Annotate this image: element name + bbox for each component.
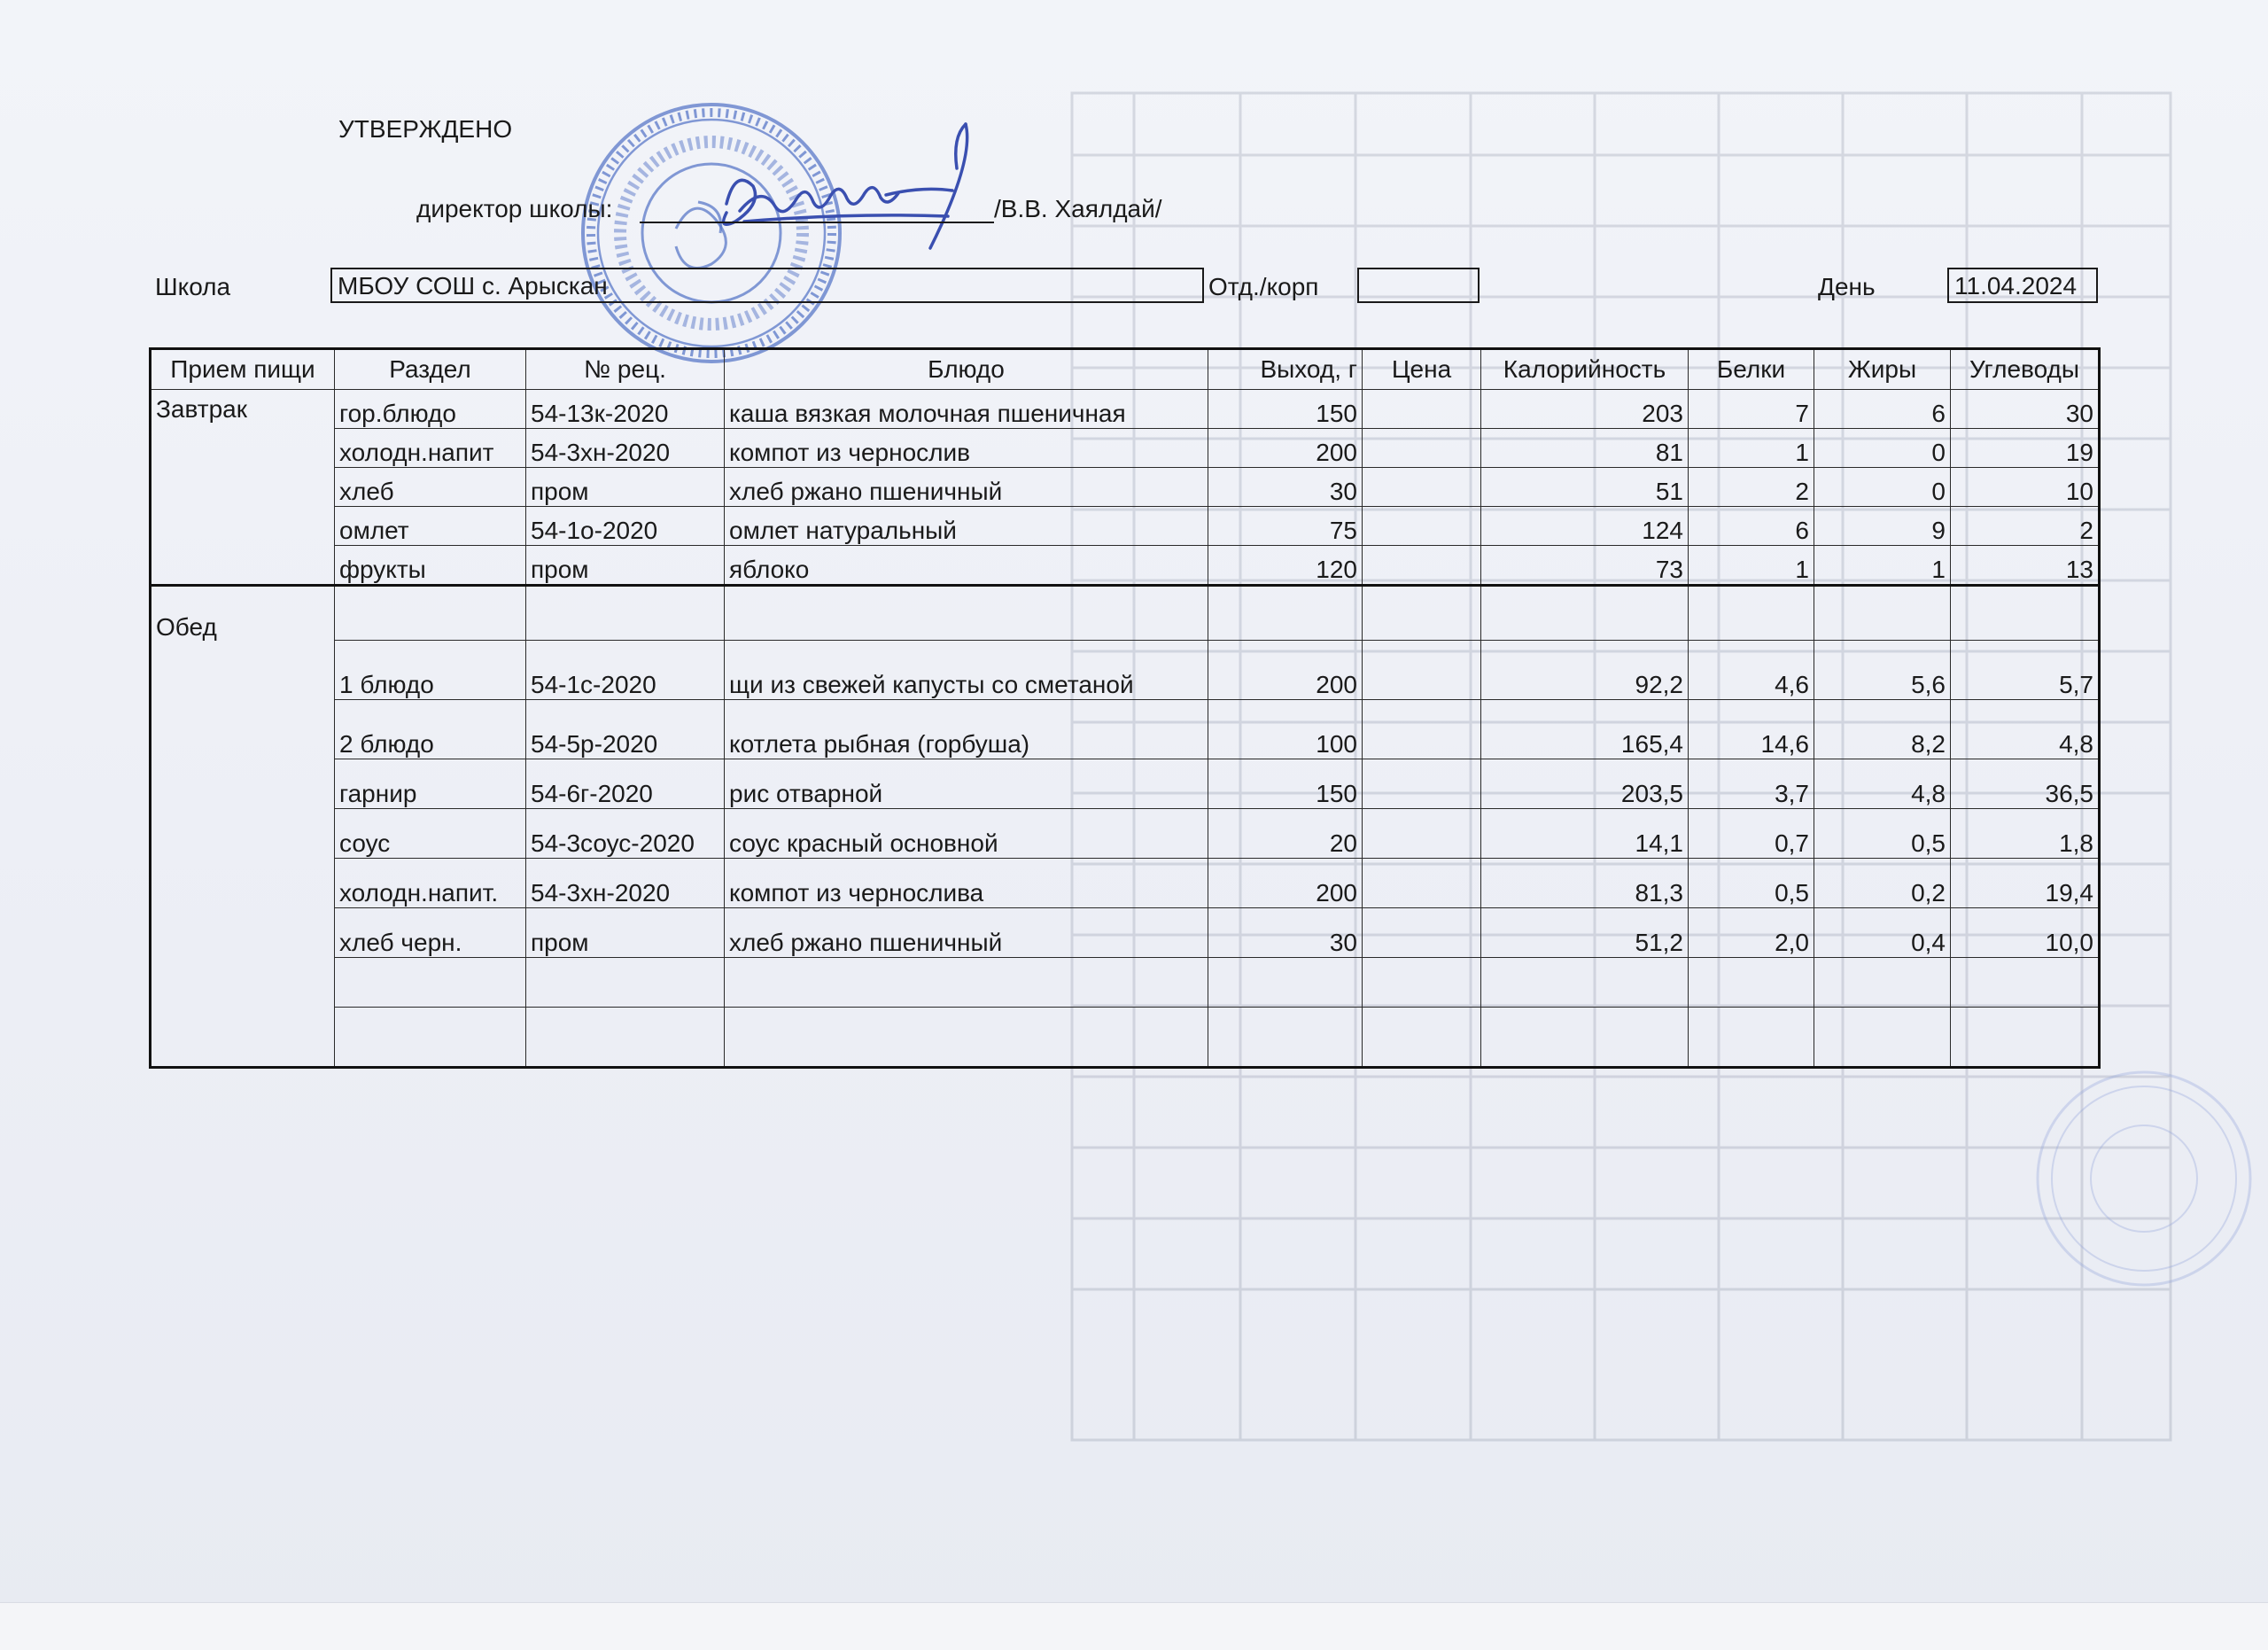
school-label: Школа (155, 273, 231, 300)
column-header: № рец. (526, 349, 725, 390)
meal-cell-breakfast: Завтрак (151, 390, 335, 586)
recipe-cell: 54-1с-2020 (526, 641, 725, 700)
price-cell (1363, 507, 1481, 546)
table-header-row (151, 349, 2100, 390)
yield-cell: 30 (1208, 468, 1363, 507)
dish-cell: хлеб ржано пшеничный (725, 908, 1208, 958)
signature-line (640, 222, 994, 223)
calories-cell: 81,3 (1481, 859, 1689, 908)
table-row (151, 546, 2100, 586)
fat-cell (1814, 1008, 1951, 1068)
yield-cell (1208, 586, 1363, 641)
carbs-cell (1951, 586, 2100, 641)
calories-cell: 203,5 (1481, 759, 1689, 809)
carbs-cell: 10,0 (1951, 908, 2100, 958)
table-row (151, 507, 2100, 546)
school-field: МБОУ СОШ с. Арыскан (330, 268, 1204, 303)
table-row (151, 390, 2100, 429)
section-cell: гарнир (335, 759, 526, 809)
yield-cell: 150 (1208, 390, 1363, 429)
protein-cell: 4,6 (1689, 641, 1814, 700)
section-cell: холодн.напит (335, 429, 526, 468)
dish-cell: каша вязкая молочная пшеничная (725, 390, 1208, 429)
carbs-cell: 36,5 (1951, 759, 2100, 809)
day-field: 11.04.2024 (1947, 268, 2098, 303)
fat-cell: 5,6 (1814, 641, 1951, 700)
table-row (151, 429, 2100, 468)
protein-cell (1689, 586, 1814, 641)
calories-cell: 51 (1481, 468, 1689, 507)
recipe-cell: пром (526, 546, 725, 586)
price-cell (1363, 429, 1481, 468)
protein-cell: 7 (1689, 390, 1814, 429)
scan-bottom-edge (0, 1602, 2268, 1650)
yield-cell: 150 (1208, 759, 1363, 809)
section-cell: хлеб (335, 468, 526, 507)
calories-cell (1481, 1008, 1689, 1068)
dish-cell: компот из чернослива (725, 859, 1208, 908)
protein-cell: 0,7 (1689, 809, 1814, 859)
yield-cell: 200 (1208, 859, 1363, 908)
menu-table (149, 347, 2101, 1069)
column-header: Цена (1363, 349, 1481, 390)
dish-cell: щи из свежей капусты со сметаной (725, 641, 1208, 700)
fat-cell: 0,5 (1814, 809, 1951, 859)
fat-cell: 6 (1814, 390, 1951, 429)
section-cell: 1 блюдо (335, 641, 526, 700)
price-cell (1363, 1008, 1481, 1068)
protein-cell: 2 (1689, 468, 1814, 507)
fat-cell: 0 (1814, 429, 1951, 468)
price-cell (1363, 700, 1481, 759)
dish-cell (725, 586, 1208, 641)
calories-cell (1481, 586, 1689, 641)
yield-cell: 120 (1208, 546, 1363, 586)
price-cell (1363, 390, 1481, 429)
calories-cell: 51,2 (1481, 908, 1689, 958)
protein-cell: 14,6 (1689, 700, 1814, 759)
calories-cell: 73 (1481, 546, 1689, 586)
dish-cell: котлета рыбная (горбуша) (725, 700, 1208, 759)
table-row (151, 641, 2100, 700)
fat-cell: 4,8 (1814, 759, 1951, 809)
recipe-cell: 54-3соус-2020 (526, 809, 725, 859)
calories-cell: 92,2 (1481, 641, 1689, 700)
column-header: Жиры (1814, 349, 1951, 390)
price-cell (1363, 859, 1481, 908)
table-row (151, 958, 2100, 1008)
fat-cell (1814, 586, 1951, 641)
carbs-cell: 1,8 (1951, 809, 2100, 859)
recipe-cell: 54-13к-2020 (526, 390, 725, 429)
protein-cell (1689, 958, 1814, 1008)
table-row (151, 809, 2100, 859)
yield-cell: 200 (1208, 429, 1363, 468)
dish-cell: омлет натуральный (725, 507, 1208, 546)
table-row (151, 700, 2100, 759)
recipe-cell: 54-5р-2020 (526, 700, 725, 759)
section-cell: хлеб черн. (335, 908, 526, 958)
yield-cell: 100 (1208, 700, 1363, 759)
recipe-cell (526, 958, 725, 1008)
dish-cell: соус красный основной (725, 809, 1208, 859)
protein-cell: 2,0 (1689, 908, 1814, 958)
calories-cell: 81 (1481, 429, 1689, 468)
calories-cell: 124 (1481, 507, 1689, 546)
fat-cell: 0 (1814, 468, 1951, 507)
dish-cell: яблоко (725, 546, 1208, 586)
section-cell: фрукты (335, 546, 526, 586)
carbs-cell (1951, 958, 2100, 1008)
section-cell: 2 блюдо (335, 700, 526, 759)
protein-cell: 3,7 (1689, 759, 1814, 809)
recipe-cell: пром (526, 908, 725, 958)
section-cell: соус (335, 809, 526, 859)
section-cell: холодн.напит. (335, 859, 526, 908)
section-cell (335, 958, 526, 1008)
recipe-cell: 54-6г-2020 (526, 759, 725, 809)
column-header: Блюдо (725, 349, 1208, 390)
table-row (151, 908, 2100, 958)
yield-cell: 75 (1208, 507, 1363, 546)
column-header: Прием пищи (151, 349, 335, 390)
table-row (151, 1008, 2100, 1068)
table-row (151, 468, 2100, 507)
calories-cell: 203 (1481, 390, 1689, 429)
carbs-cell (1951, 1008, 2100, 1068)
dept-field (1357, 268, 1480, 303)
fat-cell: 9 (1814, 507, 1951, 546)
yield-cell: 200 (1208, 641, 1363, 700)
section-cell: гор.блюдо (335, 390, 526, 429)
carbs-cell: 30 (1951, 390, 2100, 429)
carbs-cell: 13 (1951, 546, 2100, 586)
day-label: День (1818, 273, 1876, 300)
protein-cell: 0,5 (1689, 859, 1814, 908)
price-cell (1363, 908, 1481, 958)
protein-cell: 1 (1689, 429, 1814, 468)
carbs-cell: 5,7 (1951, 641, 2100, 700)
price-cell (1363, 759, 1481, 809)
recipe-cell: пром (526, 468, 725, 507)
price-cell (1363, 641, 1481, 700)
table-row (151, 859, 2100, 908)
section-cell: омлет (335, 507, 526, 546)
price-cell (1363, 809, 1481, 859)
director-label: директор школы: (416, 195, 613, 222)
fat-cell: 0,4 (1814, 908, 1951, 958)
protein-cell (1689, 1008, 1814, 1068)
carbs-cell: 10 (1951, 468, 2100, 507)
column-header: Углеводы (1951, 349, 2100, 390)
dish-cell: рис отварной (725, 759, 1208, 809)
fat-cell: 8,2 (1814, 700, 1951, 759)
protein-cell: 1 (1689, 546, 1814, 586)
carbs-cell: 19,4 (1951, 859, 2100, 908)
recipe-cell: 54-3хн-2020 (526, 859, 725, 908)
protein-cell: 6 (1689, 507, 1814, 546)
fat-cell: 0,2 (1814, 859, 1951, 908)
price-cell (1363, 586, 1481, 641)
section-cell (335, 1008, 526, 1068)
meal-cell-lunch: Обед (151, 586, 335, 1068)
carbs-cell: 2 (1951, 507, 2100, 546)
yield-cell: 30 (1208, 908, 1363, 958)
column-header: Белки (1689, 349, 1814, 390)
table-row (151, 586, 2100, 641)
calories-cell: 14,1 (1481, 809, 1689, 859)
fat-cell: 1 (1814, 546, 1951, 586)
director-name: /В.В. Хаялдай/ (994, 195, 1162, 222)
dept-label: Отд./корп (1208, 273, 1319, 300)
price-cell (1363, 468, 1481, 507)
dish-cell: хлеб ржано пшеничный (725, 468, 1208, 507)
column-header: Выход, г (1208, 349, 1363, 390)
carbs-cell: 19 (1951, 429, 2100, 468)
yield-cell (1208, 1008, 1363, 1068)
section-cell (335, 586, 526, 641)
dish-cell: компот из чернослив (725, 429, 1208, 468)
approved-label: УТВЕРЖДЕНО (338, 115, 513, 143)
fat-cell (1814, 958, 1951, 1008)
column-header: Калорийность (1481, 349, 1689, 390)
dish-cell (725, 958, 1208, 1008)
carbs-cell: 4,8 (1951, 700, 2100, 759)
yield-cell (1208, 958, 1363, 1008)
column-header: Раздел (335, 349, 526, 390)
calories-cell: 165,4 (1481, 700, 1689, 759)
table-row (151, 759, 2100, 809)
price-cell (1363, 958, 1481, 1008)
price-cell (1363, 546, 1481, 586)
dish-cell (725, 1008, 1208, 1068)
recipe-cell: 54-3хн-2020 (526, 429, 725, 468)
calories-cell (1481, 958, 1689, 1008)
recipe-cell (526, 586, 725, 641)
recipe-cell (526, 1008, 725, 1068)
recipe-cell: 54-1о-2020 (526, 507, 725, 546)
yield-cell: 20 (1208, 809, 1363, 859)
